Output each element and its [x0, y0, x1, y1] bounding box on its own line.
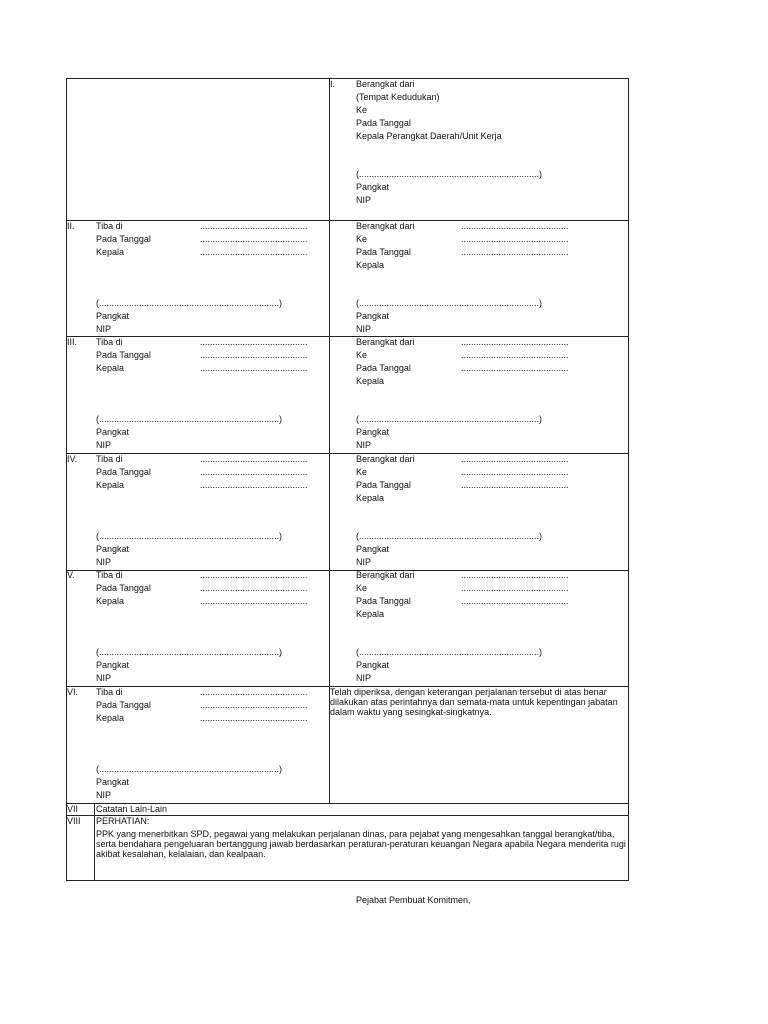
fill-line: ...........................................	[200, 596, 308, 606]
date-label: Pada Tanggal	[96, 234, 151, 244]
nip-label: NIP	[96, 673, 112, 683]
fill-line: ...........................................	[461, 467, 569, 477]
fill-line: ...........................................	[200, 570, 308, 580]
date-label: Pada Tanggal	[96, 350, 151, 360]
signature-line: (........................................................................)	[356, 169, 543, 179]
rank-label: Pangkat	[356, 311, 390, 321]
head-label: Kepala	[356, 493, 385, 503]
signature-line: (........................................................................)	[96, 764, 283, 774]
arrived-at-label: Tiba di	[96, 337, 123, 347]
signature-line: (........................................................................)	[356, 531, 543, 541]
fill-line: ...........................................	[461, 247, 569, 257]
section-numeral: V.	[67, 570, 75, 580]
fill-line: ...........................................	[461, 221, 569, 231]
signature-line: (........................................................................)	[356, 647, 543, 657]
head-label: Kepala	[96, 247, 125, 257]
rank-label: Pangkat	[356, 427, 390, 437]
fill-line: ...........................................	[200, 687, 308, 697]
signature-line: (........................................................................)	[96, 531, 283, 541]
fill-line: ...........................................	[461, 583, 569, 593]
arrived-at-label: Tiba di	[96, 454, 123, 464]
nip-label: NIP	[96, 440, 112, 450]
nip-label: NIP	[356, 673, 372, 683]
date-label: Pada Tanggal	[96, 700, 151, 710]
date-label: Pada Tanggal	[96, 583, 151, 593]
fill-line: ...........................................	[461, 454, 569, 464]
head-of-unit-label: Kepala Perangkat Daerah/Unit Kerja	[356, 131, 502, 141]
rank-label: Pangkat	[96, 777, 130, 787]
signature-line: (........................................................................)	[356, 414, 543, 424]
rank-label: Pangkat	[96, 427, 130, 437]
fill-line: ...........................................	[200, 583, 308, 593]
fill-line: ...........................................	[200, 454, 308, 464]
signature-line: (........................................................................)	[96, 298, 283, 308]
arrived-at-label: Tiba di	[96, 221, 123, 231]
fill-line: ...........................................	[461, 596, 569, 606]
to-label: Ke	[356, 467, 368, 477]
departed-from-label: Berangkat dari	[356, 337, 415, 347]
nip-label: NIP	[96, 790, 112, 800]
fill-line: ...........................................	[200, 221, 308, 231]
fill-line: ...........................................	[461, 480, 569, 490]
section-numeral: IV.	[67, 454, 78, 464]
fill-line: ...........................................	[200, 247, 308, 257]
fill-line: ...........................................	[200, 480, 308, 490]
fill-line: ...........................................	[200, 337, 308, 347]
section-numeral: II.	[67, 221, 75, 231]
section-numeral: VI.	[67, 687, 79, 697]
fill-line: ...........................................	[200, 234, 308, 244]
fill-line: ...........................................	[200, 350, 308, 360]
head-label: Kepala	[356, 260, 385, 270]
section-numeral: I.	[330, 79, 336, 89]
head-label: Kepala	[356, 609, 385, 619]
date-label: Pada Tanggal	[356, 363, 411, 373]
signature-line: (........................................................................)	[356, 298, 543, 308]
to-label: Ke	[356, 583, 368, 593]
head-label: Kepala	[96, 480, 125, 490]
rank-label: Pangkat	[356, 544, 390, 554]
column-divider	[94, 803, 95, 881]
departed-from-label: Berangkat dari	[356, 221, 415, 231]
rank-label: Pangkat	[356, 182, 390, 192]
head-label: Kepala	[96, 363, 125, 373]
commitment-officer-label: Pejabat Pembuat Komitmen,	[356, 895, 471, 905]
date-label: Pada Tanggal	[356, 596, 411, 606]
other-notes-label: Catatan Lain-Lain	[96, 804, 168, 814]
date-label: Pada Tanggal	[356, 480, 411, 490]
attention-title: PERHATIAN:	[96, 816, 150, 826]
rank-label: Pangkat	[96, 544, 130, 554]
date-label: Pada Tanggal	[356, 247, 411, 257]
departed-from-label: Berangkat dari	[356, 454, 415, 464]
signature-line: (........................................................................)	[96, 647, 283, 657]
departed-from-label: Berangkat dari	[356, 79, 415, 89]
rank-label: Pangkat	[96, 311, 130, 321]
to-label: Ke	[356, 234, 368, 244]
rank-label: Pangkat	[96, 660, 130, 670]
fill-line: ...........................................	[200, 467, 308, 477]
date-label: Pada Tanggal	[96, 467, 151, 477]
fill-line: ...........................................	[200, 700, 308, 710]
arrived-at-label: Tiba di	[96, 570, 123, 580]
section-numeral: VII	[67, 804, 79, 814]
to-label: Ke	[356, 105, 368, 115]
date-label: Pada Tanggal	[356, 118, 411, 128]
departed-from-label: Berangkat dari	[356, 570, 415, 580]
attention-text: PPK yang menerbitkan SPD, pegawai yang melakukan perjalanan dinas, para pejabat yang mengesahkan tanggal berangkat/tiba, serta bendahara pengeluaran bertanggung jawab berdasarkan peraturan-peraturan keuangan Negara apabila Negara menderita rugi akibat kesalahan, kelalaian, dan kealpaan.	[96, 829, 626, 859]
rank-label: Pangkat	[356, 660, 390, 670]
fill-line: ...........................................	[461, 570, 569, 580]
signature-line: (........................................................................)	[96, 414, 283, 424]
section-numeral: VIII	[67, 816, 81, 826]
verification-note: Telah diperiksa, dengan keterangan perjalanan tersebut di atas benar dilakukan atas perintahnya dan semata-mata untuk kepentingan jabatan dalam waktu yang sesingkat-singkatnya.	[330, 687, 618, 717]
nip-label: NIP	[356, 324, 372, 334]
fill-line: ...........................................	[461, 350, 569, 360]
fill-line: ...........................................	[200, 713, 308, 723]
nip-label: NIP	[356, 440, 372, 450]
arrived-at-label: Tiba di	[96, 687, 123, 697]
nip-label: NIP	[96, 324, 112, 334]
head-label: Kepala	[96, 596, 125, 606]
section-numeral: III.	[67, 337, 78, 347]
head-label: Kepala	[356, 376, 385, 386]
head-label: Kepala	[96, 713, 125, 723]
fill-line: ...........................................	[461, 234, 569, 244]
fill-line: ...........................................	[461, 337, 569, 347]
nip-label: NIP	[356, 557, 372, 567]
row-divider	[66, 815, 629, 816]
to-label: Ke	[356, 350, 368, 360]
nip-label: NIP	[356, 195, 372, 205]
nip-label: NIP	[96, 557, 112, 567]
place-of-residence-label: (Tempat Kedudukan)	[356, 92, 440, 102]
fill-line: ...........................................	[200, 363, 308, 373]
fill-line: ...........................................	[461, 363, 569, 373]
